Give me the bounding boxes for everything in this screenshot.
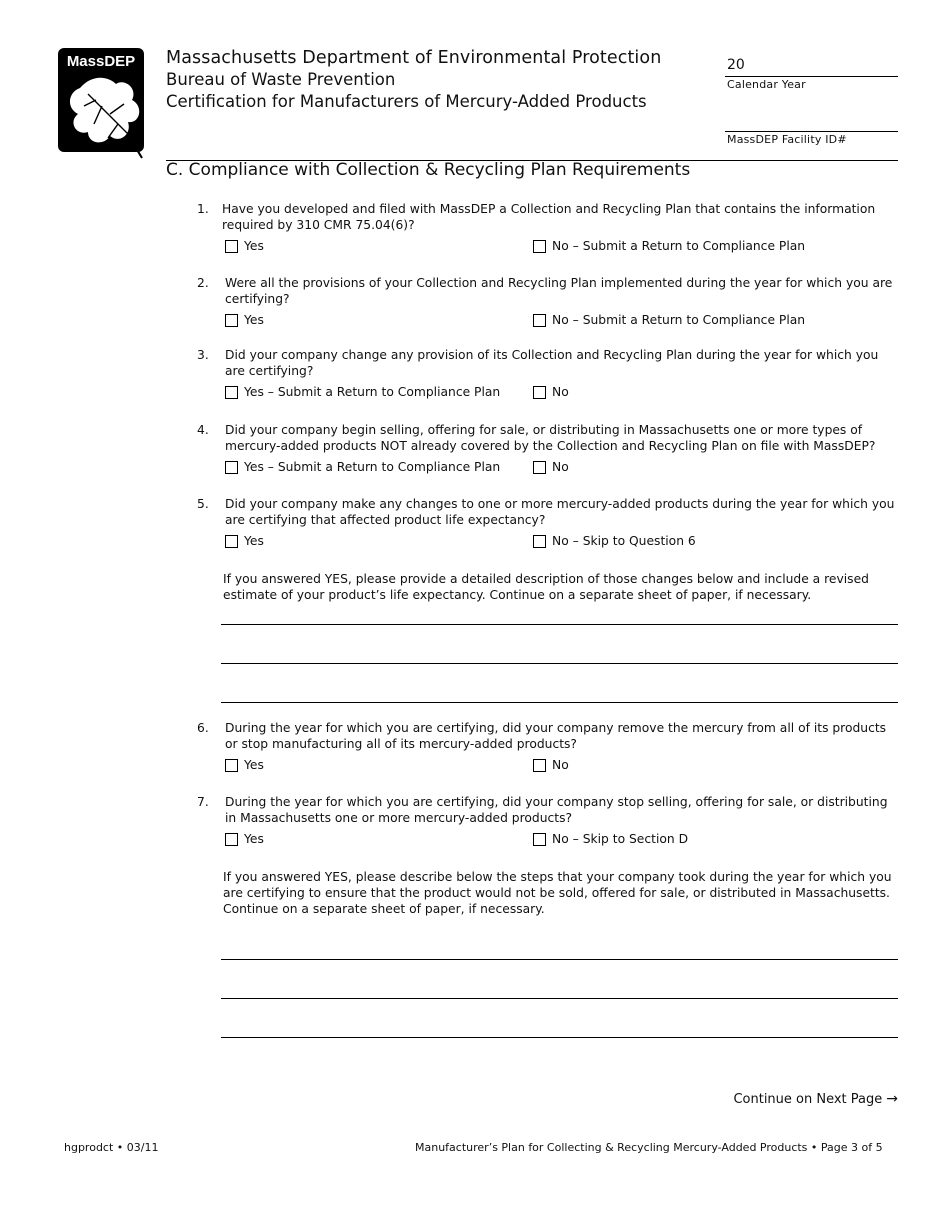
q5-answer-line-2[interactable]: [221, 663, 898, 664]
question-text: Were all the provisions of your Collection and Recycling Plan implemented during the year for which you are certifying?: [225, 276, 893, 306]
question-number: 7.: [197, 795, 209, 809]
checkbox[interactable]: [225, 461, 238, 474]
q3-yes-option[interactable]: [225, 384, 500, 400]
option-label: No: [552, 758, 569, 772]
question-6: [197, 720, 897, 775]
option-label: No: [552, 385, 569, 399]
q5-answer-line-1[interactable]: [221, 624, 898, 625]
option-label: Yes: [244, 758, 264, 772]
option-label: No – Skip to Question 6: [552, 534, 696, 548]
calendar-year-underline: [725, 76, 898, 77]
arrow-right-icon: →: [886, 1091, 898, 1107]
q1-no-option[interactable]: [533, 238, 805, 254]
question-number: 6.: [197, 721, 209, 735]
q6-no-option[interactable]: [533, 757, 569, 773]
question-number: 4.: [197, 423, 209, 437]
page-footer: Manufacturer’s Plan for Collecting & Recycling Mercury-Added Products • Page 3 of 5: [415, 1141, 883, 1154]
form-code: hgprodct • 03/11: [64, 1141, 159, 1154]
question-5: [197, 496, 897, 551]
question-number: 2.: [197, 276, 209, 290]
calendar-year-field[interactable]: 20: [727, 57, 745, 73]
question-text: During the year for which you are certifying, did your company remove the mercury from all of its products or stop manufacturing all of its mercury-added products?: [225, 721, 887, 751]
continue-next-page: [733, 1091, 898, 1107]
question-3: [197, 347, 897, 402]
section-title: C. Compliance with Collection & Recycling Plan Requirements: [166, 160, 691, 180]
option-label: Yes: [244, 534, 264, 548]
question-number: 5.: [197, 497, 209, 511]
q3-no-option[interactable]: [533, 384, 569, 400]
facility-id-label: MassDEP Facility ID#: [727, 133, 847, 146]
calendar-year-label: Calendar Year: [727, 78, 806, 91]
checkbox[interactable]: [533, 759, 546, 772]
checkbox[interactable]: [225, 240, 238, 253]
q6-yes-option[interactable]: [225, 757, 264, 773]
q4-no-option[interactable]: [533, 459, 569, 475]
checkbox[interactable]: [533, 535, 546, 548]
bureau-name: Bureau of Waste Prevention: [166, 70, 396, 89]
facility-id-field[interactable]: [725, 131, 898, 132]
q5-instructions: If you answered YES, please provide a detailed description of those changes below and include a revised estimate of your product’s life expectancy. Continue on a separate sheet of paper, if necessary.: [223, 572, 869, 602]
q7-no-option[interactable]: [533, 831, 688, 847]
option-label: Yes: [244, 832, 264, 846]
q2-no-option[interactable]: [533, 312, 805, 328]
question-4: [197, 422, 897, 477]
question-text: Did your company begin selling, offering for sale, or distributing in Massachusetts one or more types of mercury-added products NOT already covered by the Collection and Recycling Plan on file with MassDEP?: [225, 423, 876, 453]
q7-answer-line-3[interactable]: [221, 1037, 898, 1038]
option-label: Yes: [244, 313, 264, 327]
logo-text: MassDEP: [66, 53, 136, 70]
checkbox[interactable]: [533, 386, 546, 399]
agency-name: Massachusetts Department of Environmental Protection: [166, 48, 662, 68]
question-number: 3.: [197, 348, 209, 362]
checkbox[interactable]: [225, 833, 238, 846]
q7-answer-line-2[interactable]: [221, 998, 898, 999]
option-label: No – Skip to Section D: [552, 832, 689, 846]
question-2: [197, 275, 897, 330]
question-text: Have you developed and filed with MassDEP a Collection and Recycling Plan that contains the information required by 310 CMR 75.04(6)?: [222, 202, 876, 232]
option-label: Yes – Submit a Return to Compliance Plan: [244, 385, 501, 399]
question-7: [197, 794, 897, 849]
q7-yes-option[interactable]: [225, 831, 264, 847]
continue-text: Continue on Next Page: [733, 1091, 883, 1107]
checkbox[interactable]: [533, 240, 546, 253]
option-label: Yes: [244, 239, 264, 253]
q1-yes-option[interactable]: [225, 238, 264, 254]
q4-yes-option[interactable]: [225, 459, 500, 475]
option-label: Yes – Submit a Return to Compliance Plan: [244, 460, 501, 474]
option-label: No – Submit a Return to Compliance Plan: [552, 239, 806, 253]
question-1: [197, 201, 897, 256]
question-text: Did your company change any provision of its Collection and Recycling Plan during the year for which you are certifying?: [225, 348, 879, 378]
option-label: No: [552, 460, 569, 474]
q5-yes-option[interactable]: [225, 533, 264, 549]
q5-answer-line-3[interactable]: [221, 702, 898, 703]
checkbox[interactable]: [225, 386, 238, 399]
question-number: 1.: [197, 202, 209, 216]
checkbox[interactable]: [225, 759, 238, 772]
q2-yes-option[interactable]: [225, 312, 264, 328]
checkbox[interactable]: [533, 461, 546, 474]
checkbox[interactable]: [225, 535, 238, 548]
checkbox[interactable]: [533, 314, 546, 327]
q7-instructions: If you answered YES, please describe below the steps that your company took during the year for which you are certifying to ensure that the product would not be sold, offered for sale, or distributed in Massachusetts. Continue on a separate sheet of paper, if necessary.: [223, 870, 892, 916]
checkbox[interactable]: [533, 833, 546, 846]
option-label: No – Submit a Return to Compliance Plan: [552, 313, 806, 327]
massdep-logo: [58, 48, 144, 160]
q7-answer-line-1[interactable]: [221, 959, 898, 960]
form-title: Certification for Manufacturers of Mercury-Added Products: [166, 92, 647, 111]
checkbox[interactable]: [225, 314, 238, 327]
question-text: Did your company make any changes to one or more mercury-added products during the year for which you are certifying that affected product life expectancy?: [225, 497, 895, 527]
question-text: During the year for which you are certifying, did your company stop selling, offering for sale, or distributing in Massachusetts one or more mercury-added products?: [225, 795, 888, 825]
q5-no-option[interactable]: [533, 533, 696, 549]
